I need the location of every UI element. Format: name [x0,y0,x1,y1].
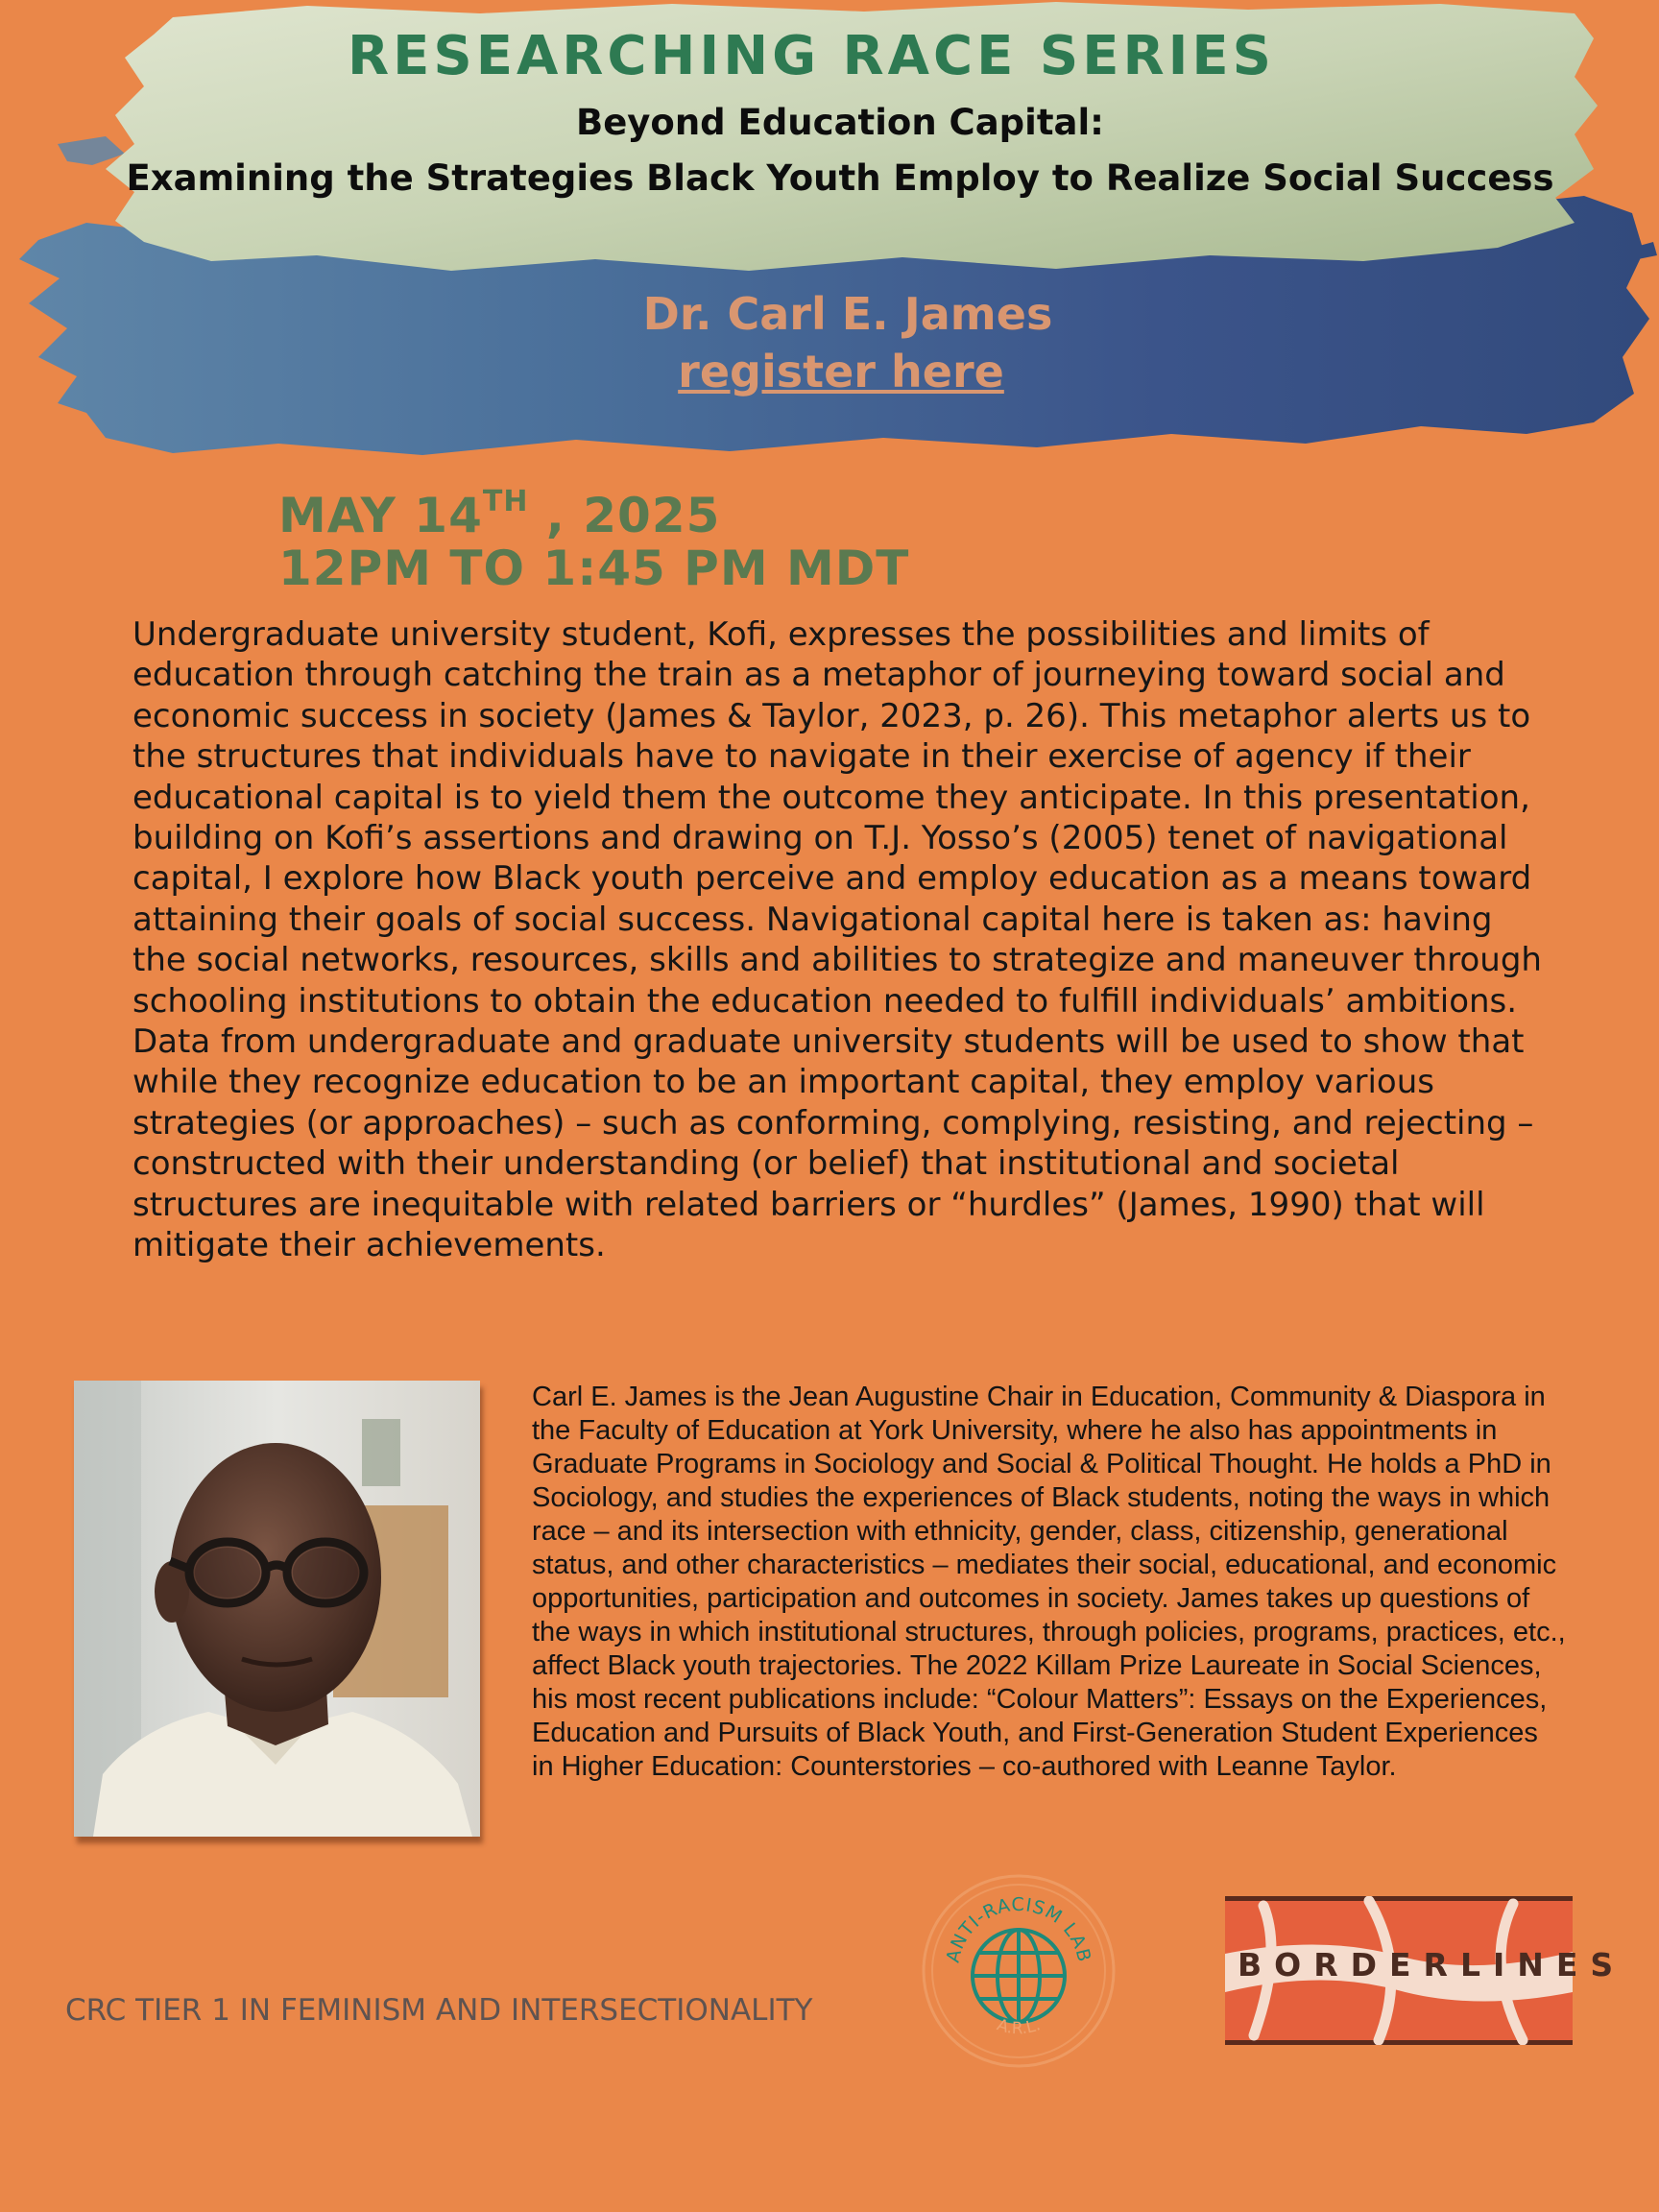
borderlines-logo-text: BORDERLINES [1238,1946,1626,1984]
speaker-photo [74,1381,480,1837]
anti-racism-lab-logo [920,1872,1118,2070]
borderlines-logo [1225,1896,1626,2045]
portrait-photo [74,1381,480,1837]
crc-footer-text: CRC TIER 1 IN FEMINISM AND INTERSECTIONALITY [65,1993,813,2028]
talk-title-line2: Examining the Strategies Black Youth Employ to Realize Social Success [126,157,1554,199]
arl-logo-abbrev: A.R.L. [994,2015,1044,2039]
register-link[interactable]: register here [678,346,1004,397]
abstract-text: Undergraduate university student, Kofi, expresses the possibilities and limits of education through catching the train as a metaphor of journeying toward social and economic success in society (James & Taylor, 2023, p. 26). This metaphor alerts us to the structures that individuals have to navigate in their exercise of agency if their educational capital is to yield them the outcome they anticipate. In this presentation, building on Kofi’s assertions and drawing on T.J. Yosso’s (2005) tenet of navigational capital, I explore how Black youth perceive and employ education as a means toward attaining their goals of social success. Navigational capital here is taken as: having the social networks, resources, skills and abilities to strategize and maneuver through schooling institutions to obtain the education needed to fulfill individuals’ ambitions. Data from undergraduate and graduate university students will be used to show that while they recognize education to be an important capital, they employ various strategies (or approaches) – such as conforming, complying, resisting, and rejecting – constructed with their understanding (or belief) that institutional and societal structures are inequitable with related barriers or “hurdles” (James, 1990) that will mitigate their achievements. [132,615,1542,1265]
arl-logo-text: ANTI-RACISM LAB [942,1893,1095,1965]
series-title: RESEARCHING RACE SERIES [348,25,1275,87]
header-banner [0,0,1659,470]
talk-title-line1: Beyond Education Capital: [576,102,1104,143]
event-date-year: , 2025 [528,488,721,543]
event-date [278,485,720,543]
event-date-day: MAY 14 [278,488,483,543]
speaker-bio: Carl E. James is the Jean Augustine Chair in Education, Community & Diaspora in the Faculty of Education at York University, where he also has appointments in Graduate Programs in Sociology and Social & Political Thought. He holds a PhD in Sociology, and studies the experiences of Black students, noting the ways in which race – and its intersection with ethnicity, gender, class, citizenship, generational status, and other characteristics – mediates their social, educational, and economic opportunities, participation and outcomes in society. James takes up questions of the ways in which institutional structures, through policies, programs, practices, etc., affect Black youth trajectories. The 2022 Killam Prize Laureate in Social Sciences, his most recent publications include: “Colour Matters”: Essays on the Experiences, Education and Pursuits of Black Youth, and First-Generation Student Experiences in Higher Education: Counterstories – co-authored with Leanne Taylor. [532,1382,1566,1782]
event-time: 12PM TO 1:45 PM MDT [278,541,910,596]
globe-icon [973,1930,1065,2022]
event-date-ordinal: TH [482,485,529,518]
speaker-name: Dr. Carl E. James [642,288,1053,340]
